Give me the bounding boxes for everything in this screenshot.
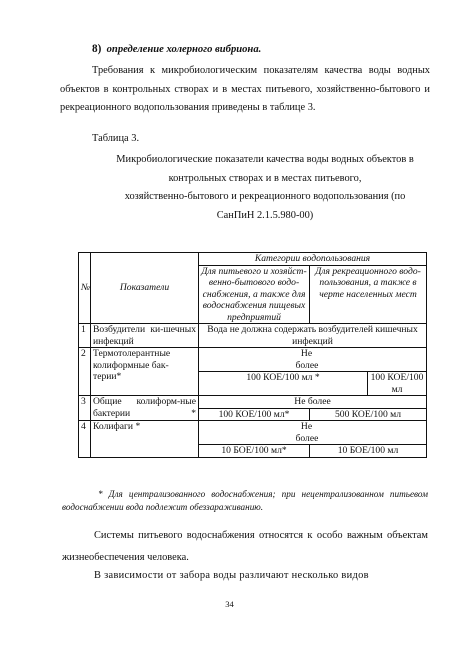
- table-caption: [100, 151, 430, 225]
- table-caption-line: контрольных створах и в местах питьевого,: [168, 172, 362, 184]
- table-caption-line: СанПиН 2.1.5.980-00): [216, 209, 314, 221]
- section-heading: [92, 41, 261, 58]
- row-number: 2: [79, 348, 91, 396]
- header-recreation: Для рекреационного водо-пользования, а также в черте населенных мест: [310, 265, 427, 324]
- header-indicator: Показатели: [91, 253, 199, 324]
- row-limit-label: [295, 421, 427, 445]
- row-merged-value: Вода не должна содержать возбудителей кишечных инфекций: [199, 324, 427, 348]
- section-title: определение холерного вибриона.: [106, 44, 262, 55]
- row-limit-label-text: Не более: [295, 348, 319, 371]
- table-row: [79, 421, 427, 445]
- row-recreation-value: 10 БОЕ/100 мл: [310, 445, 427, 458]
- table-row: [79, 324, 427, 348]
- row-indicator: [91, 396, 199, 421]
- row-number: 1: [79, 324, 91, 348]
- table-label: Таблица 3.: [92, 133, 140, 144]
- table-caption-line: Микробиологические показатели качества воды водных объектов в: [116, 154, 414, 165]
- row-indicator: Термотолерантные колиформные бак-терии*: [91, 348, 199, 396]
- row-limit-label: Не более: [199, 396, 427, 409]
- row-drinking-value: 100 КОЕ/100 мл *: [199, 372, 368, 396]
- table-row: [79, 348, 427, 372]
- row-drinking-value: 100 КОЕ/100 мл*: [199, 408, 310, 421]
- page-number: 34: [225, 599, 234, 609]
- table-header-row: [79, 253, 427, 266]
- row-number: 4: [79, 421, 91, 458]
- microbiology-table: [78, 252, 427, 458]
- table-caption-line: хозяйственно-бытового и рекреационного водопользования (по: [124, 191, 406, 202]
- header-usage-categories: Категории водопользования: [199, 253, 427, 266]
- row-recreation-value: 500 КОЕ/100 мл: [310, 408, 427, 421]
- table-footnote: * Для централизованного водоснабжения; при нецентрализованном питьевом водоснабжении вода подлежит обеззараживанию.: [62, 489, 428, 513]
- row-number: 3: [79, 396, 91, 421]
- table-row: [79, 396, 427, 409]
- row-drinking-value: 10 БОЕ/100 мл*: [199, 445, 310, 458]
- paragraph-water-systems: Системы питьевого водоснабжения относятся к особо важным объектам жизнеобеспечения человека.: [62, 530, 428, 563]
- header-number: №: [79, 253, 91, 324]
- row-indicator-text: Общие колиформ-ные бактерии *: [93, 396, 196, 419]
- row-limit-label: [295, 348, 427, 372]
- paragraph-water-intake: В зависимости от забора воды различают несколько видов: [94, 570, 369, 581]
- row-limit-label-text: Не более: [295, 421, 319, 444]
- paragraph-requirements: Требования к микробиологическим показателям качества воды водных объектов в контрольных створах и в местах питьевого, хозяйственно-бытового и рекреационного водопользования приведены в таблице 3.: [60, 65, 430, 113]
- row-recreation-value: 100 КОЕ/100 мл: [368, 372, 427, 396]
- section-number: 8): [92, 43, 102, 55]
- row-indicator-text: Возбудители ки-шечных инфекций: [93, 324, 196, 347]
- row-indicator: [91, 324, 199, 348]
- row-indicator: Колифаги *: [91, 421, 199, 458]
- header-drinking-supply: Для питьевого и хозяйст-венно-бытового водо-снабжения, а также для водоснабжения пищевых предприятий: [199, 265, 310, 324]
